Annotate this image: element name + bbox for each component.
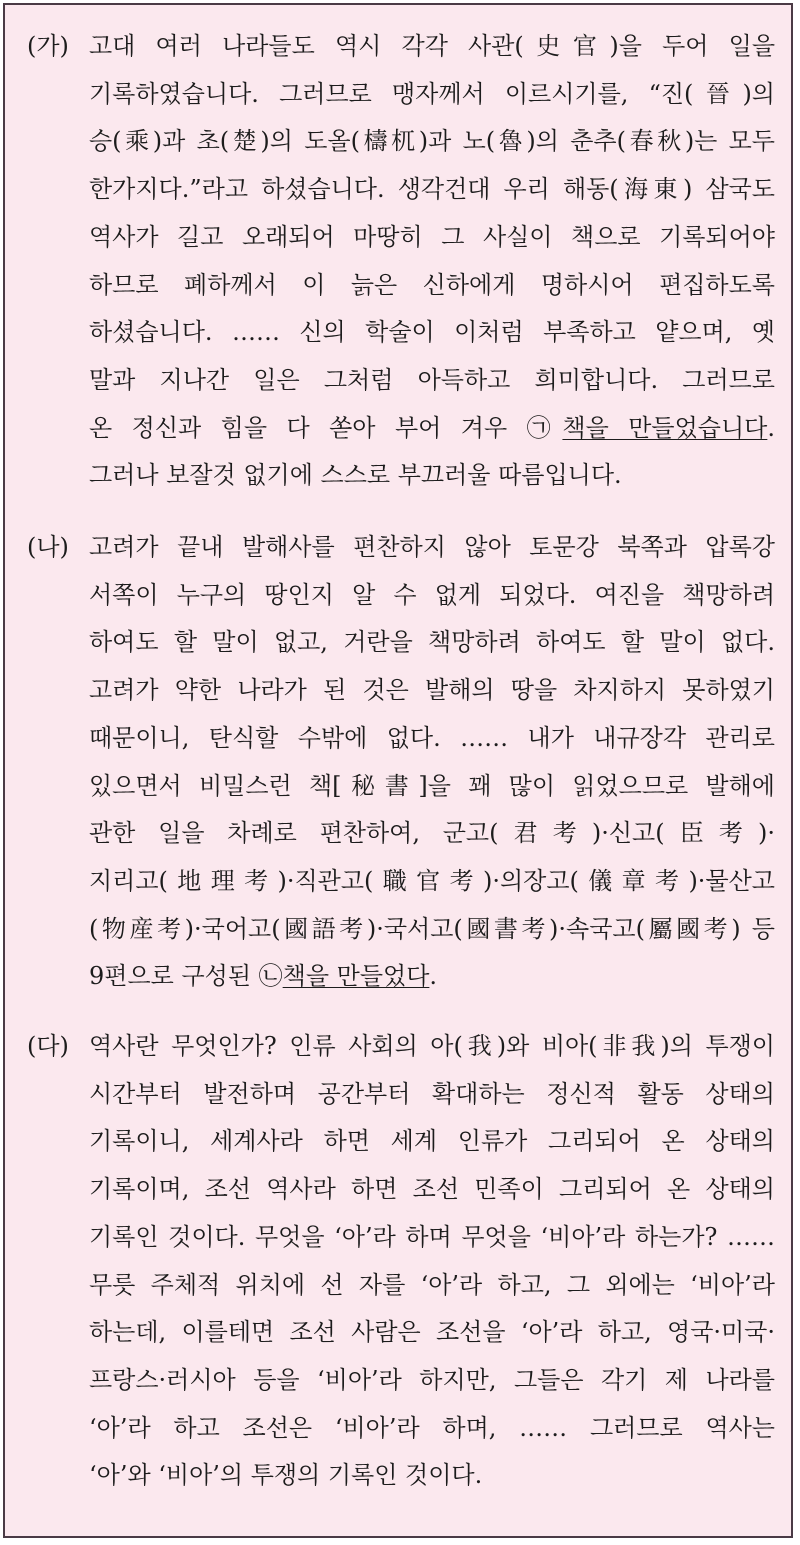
passage-line: 고대 여러 나라들도 역시 각각 사관(史官)을 두어 일을	[89, 32, 775, 60]
passage-line: 하여도 할 말이 없고, 거란을 책망하려 하여도 할 말이 없다.	[89, 628, 775, 657]
passage-line: (物産考)·국어고(國語考)·국서고(國書考)·속국고(屬國考) 등	[89, 914, 775, 943]
passage-box	[3, 3, 793, 1538]
passage-line: 한가지다.”라고 하셨습니다. 생각건대 우리 해동(海東) 삼국도	[89, 175, 775, 204]
passage-line	[89, 953, 775, 1001]
passage-line: 서쪽이 누구의 땅인지 알 수 없게 되었다. 여진을 책망하려	[89, 580, 775, 609]
passage-line: 기록인 것이다. 무엇을 ‘아’라 하며 무엇을 ‘비아’라 하는가? ……	[89, 1222, 775, 1251]
passage-line: 무릇 주체적 위치에 선 자를 ‘아’라 하고, 그 외에는 ‘비아’라	[89, 1270, 775, 1299]
passage-marker: (나)	[27, 533, 69, 561]
passage-line: 하는데, 이를테면 조선 사람은 조선을 ‘아’라 하고, 영국·미국·	[89, 1318, 775, 1347]
passage-line: 때문이니, 탄식할 수밖에 없다. …… 내가 내규장각 관리로	[89, 723, 775, 752]
passage-line: 기록하였습니다. 그러므로 맹자께서 이르시기를, “진(晉)의	[89, 79, 775, 108]
passage-line: 기록이니, 세계사라 하면 세계 인류가 그리되어 온 상태의	[89, 1127, 775, 1156]
passage-line: 하므로 폐하께서 이 늙은 신하에게 명하시어 편집하도록	[89, 270, 775, 299]
passage-marker: (다)	[27, 1032, 69, 1060]
passage-line	[89, 405, 775, 453]
passage-line: 말과 지나간 일은 그처럼 아득하고 희미합니다. 그러므로	[89, 365, 775, 394]
passage-line: 지리고(地理考)·직관고(職官考)·의장고(儀章考)·물산고	[89, 866, 775, 895]
passage-line: 역사가 길고 오래되어 마땅히 그 사실이 책으로 기록되어야	[89, 222, 775, 251]
passage-marker: (가)	[27, 32, 69, 60]
underlined-phrase: 책을 만들었습니다	[562, 413, 768, 442]
line-text: 9편으로 구성된 ㉡	[89, 962, 283, 991]
passage-line: ‘아’와 ‘비아’의 투쟁의 기록인 것이다.	[89, 1461, 483, 1490]
passage-line: ‘아’라 하고 조선은 ‘비아’라 하며, …… 그러므로 역사는	[89, 1413, 775, 1442]
passage-line: 승(乘)과 초(楚)의 도올(檮杌)과 노(魯)의 춘추(春秋)는 모두	[89, 127, 775, 156]
passage-line: 그러나 보잘것 없기에 스스로 부끄러울 따름입니다.	[89, 461, 622, 490]
passage-line: 기록이며, 조선 역사라 하면 조선 민족이 그리되어 온 상태의	[89, 1175, 775, 1204]
passage-line: 프랑스·러시아 등을 ‘비아’라 하지만, 그들은 각기 제 나라를	[89, 1365, 775, 1394]
line-text: .	[767, 413, 775, 442]
passage-line: 하셨습니다. …… 신의 학술이 이처럼 부족하고 얕으며, 옛	[89, 318, 775, 347]
line-text: 온 정신과 힘을 다 쏟아 부어 겨우 ㉠	[89, 413, 563, 442]
passage-line: 시간부터 발전하며 공간부터 확대하는 정신적 활동 상태의	[89, 1079, 775, 1108]
passage-line: 있으면서 비밀스런 책[秘書]을 꽤 많이 읽었으므로 발해에	[89, 771, 775, 800]
passage-line: 역사란 무엇인가? 인류 사회의 아(我)와 비아(非我)의 투쟁이	[89, 1032, 775, 1060]
line-text: .	[429, 962, 438, 991]
underlined-phrase: 책을 만들었다	[282, 962, 430, 991]
passage-line: 고려가 끝내 발해사를 편찬하지 않아 토문강 북쪽과 압록강	[89, 533, 775, 561]
passage-line: 고려가 약한 나라가 된 것은 발해의 땅을 차지하지 못하였기	[89, 676, 775, 705]
passage-line: 관한 일을 차례로 편찬하여, 군고(君考)·신고(臣考)·	[89, 819, 775, 848]
